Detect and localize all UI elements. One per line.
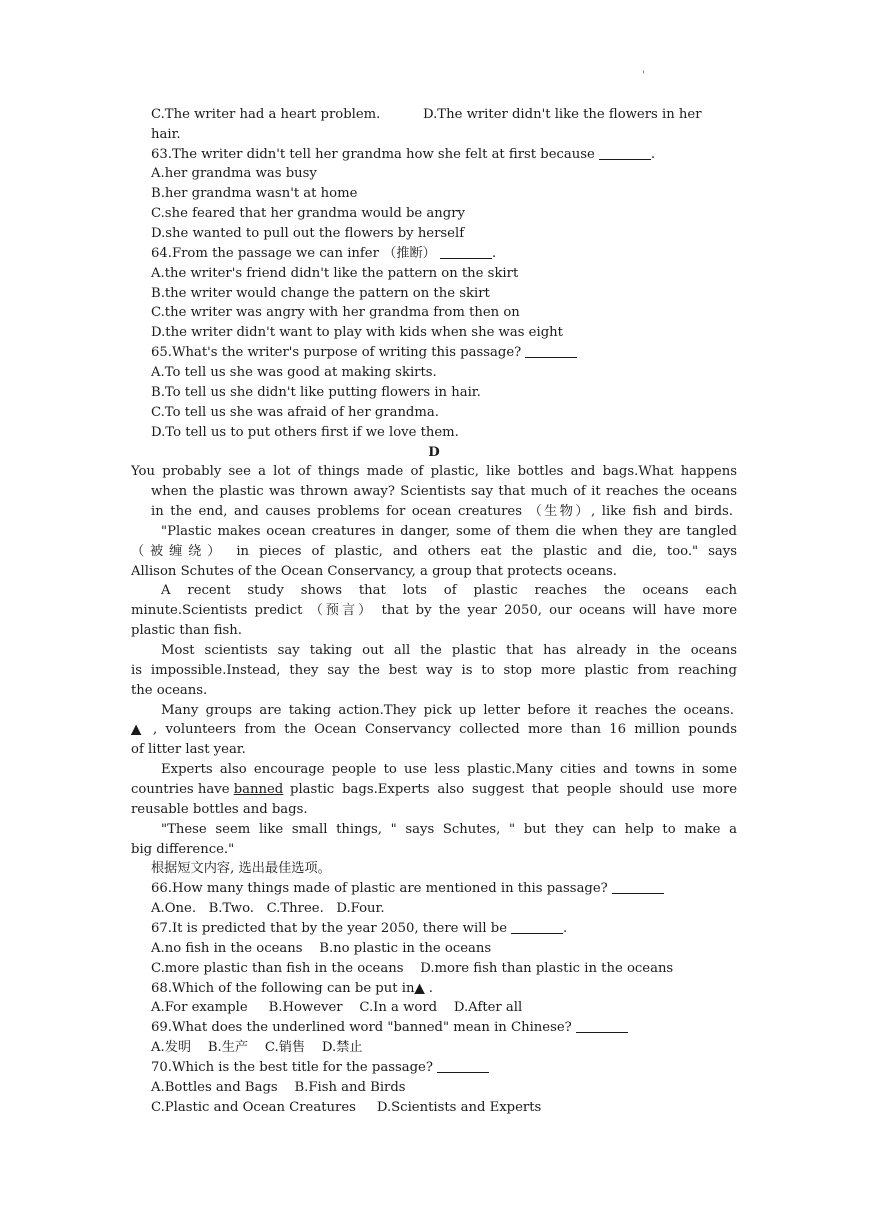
q65-option-d: D.To tell us to put others first if we love them.: [151, 425, 459, 440]
passage-line: the oceans.: [131, 683, 208, 698]
q63-option-a: A.her grandma was busy: [151, 166, 317, 181]
q64-option-d: D.the writer didn't want to play with kids when she was eight: [151, 325, 563, 340]
passage-line: plastic bags.Experts also suggest that people should use more: [290, 782, 737, 797]
q68-stem: 68.Which of the following can be put in▲ .: [151, 981, 433, 996]
q63-option-d: D.she wanted to pull out the flowers by herself: [151, 226, 465, 241]
answer-blank[interactable]: [599, 146, 651, 160]
q66-stem: 66.How many things made of plastic are mentioned in this passage?: [151, 879, 664, 899]
underlined-word: banned: [233, 782, 284, 797]
instruction: 根据短文内容, 选出最佳选项。: [151, 861, 331, 876]
passage-line: （被缠绕） in pieces of plastic, and others eat the plastic and die, too." says: [131, 544, 737, 559]
q67-options-row1: A.no fish in the oceans B.no plastic in the oceans: [151, 941, 492, 956]
q64-option-c: C.the writer was angry with her grandma from then on: [151, 305, 520, 320]
q63-stem: 63.The writer didn't tell her grandma how she felt at first because .: [151, 147, 656, 162]
answer-blank[interactable]: [576, 1019, 628, 1033]
q62-option-c: C.The writer had a heart problem.: [151, 107, 381, 122]
q63-option-c: C.she feared that her grandma would be angry: [151, 206, 465, 221]
passage-line: A recent study shows that lots of plastic reaches the oceans each: [161, 583, 737, 598]
passage-line: when the plastic was thrown away? Scientists say that much of it reaches the oceans: [151, 484, 737, 499]
q64-option-b: B.the writer would change the pattern on the skirt: [151, 286, 490, 301]
passage-line: reusable bottles and bags.: [131, 802, 308, 817]
passage-line: big difference.": [131, 842, 235, 857]
q64-option-a: A.the writer's friend didn't like the pattern on the skirt: [151, 266, 519, 281]
page-mark: ': [642, 70, 645, 81]
q70-options-row1: A.Bottles and Bags B.Fish and Birds: [151, 1080, 406, 1095]
passage-line: minute.Scientists predict （预言） that by the year 2050, our oceans will have more: [131, 603, 737, 618]
passage-line: Most scientists say taking out all the plastic that has already in the oceans: [161, 643, 737, 658]
passage-line: , volunteers from the Ocean Conservancy collected more than 16 million pounds: [153, 722, 737, 737]
q67-options-row2: C.more plastic than fish in the oceans D.more fish than plastic in the oceans: [151, 961, 674, 976]
q65-option-b: B.To tell us she didn't like putting flowers in hair.: [151, 385, 481, 400]
passage-line: "Plastic makes ocean creatures in danger, some of them die when they are tangled: [161, 524, 737, 539]
triangle-blank[interactable]: ▲: [131, 722, 142, 737]
q68-options: A.For example B.However C.In a word D.After all: [151, 1000, 523, 1015]
q64-stem: 64.From the passage we can infer （推断） .: [151, 246, 497, 261]
answer-blank[interactable]: [440, 245, 492, 259]
q70-options-row2: C.Plastic and Ocean Creatures D.Scientists and Experts: [151, 1100, 542, 1115]
passage-line: countries have banned: [131, 782, 284, 797]
passage-line: Experts also encourage people to use less plastic.Many cities and towns in some: [161, 762, 737, 777]
passage-line: Allison Schutes of the Ocean Conservancy, a group that protects oceans.: [131, 564, 617, 579]
passage-line: in the end, and causes problems for ocean creatures （生物）, like fish and birds.: [151, 504, 733, 519]
passage-line: Many groups are taking action.They pick up letter before it reaches the oceans.: [161, 703, 734, 718]
passage-line: is impossible.Instead, they say the best way is to stop more plastic from reaching: [131, 663, 737, 678]
q69-stem: 69.What does the underlined word "banned" mean in Chinese?: [151, 1018, 628, 1038]
q69-options: A.发明 B.生产 C.销售 D.禁止: [151, 1040, 363, 1055]
q66-options: A.One. B.Two. C.Three. D.Four.: [151, 901, 385, 916]
q67-stem: 67.It is predicted that by the year 2050, there will be .: [151, 921, 568, 936]
answer-blank[interactable]: [511, 920, 563, 934]
passage-line: You probably see a lot of things made of plastic, like bottles and bags.What happens: [131, 464, 737, 479]
q70-stem: 70.Which is the best title for the passage?: [151, 1058, 489, 1078]
passage-line: plastic than fish.: [131, 623, 242, 638]
section-heading: D: [428, 445, 440, 460]
q62-option-d-cont: hair.: [151, 127, 181, 142]
passage-line: of litter last year.: [131, 742, 246, 757]
triangle-blank[interactable]: ▲: [414, 981, 425, 996]
answer-blank[interactable]: [525, 344, 577, 358]
q65-option-c: C.To tell us she was afraid of her grandma.: [151, 405, 439, 420]
passage-line: "These seem like small things, " says Schutes, " but they can help to make a: [161, 822, 737, 837]
q65-stem: 65.What's the writer's purpose of writing this passage?: [151, 343, 577, 363]
answer-blank[interactable]: [437, 1059, 489, 1073]
q63-option-b: B.her grandma wasn't at home: [151, 186, 358, 201]
q65-option-a: A.To tell us she was good at making skirts.: [151, 365, 437, 380]
q62-option-d: D.The writer didn't like the flowers in her: [423, 107, 702, 122]
answer-blank[interactable]: [612, 880, 664, 894]
